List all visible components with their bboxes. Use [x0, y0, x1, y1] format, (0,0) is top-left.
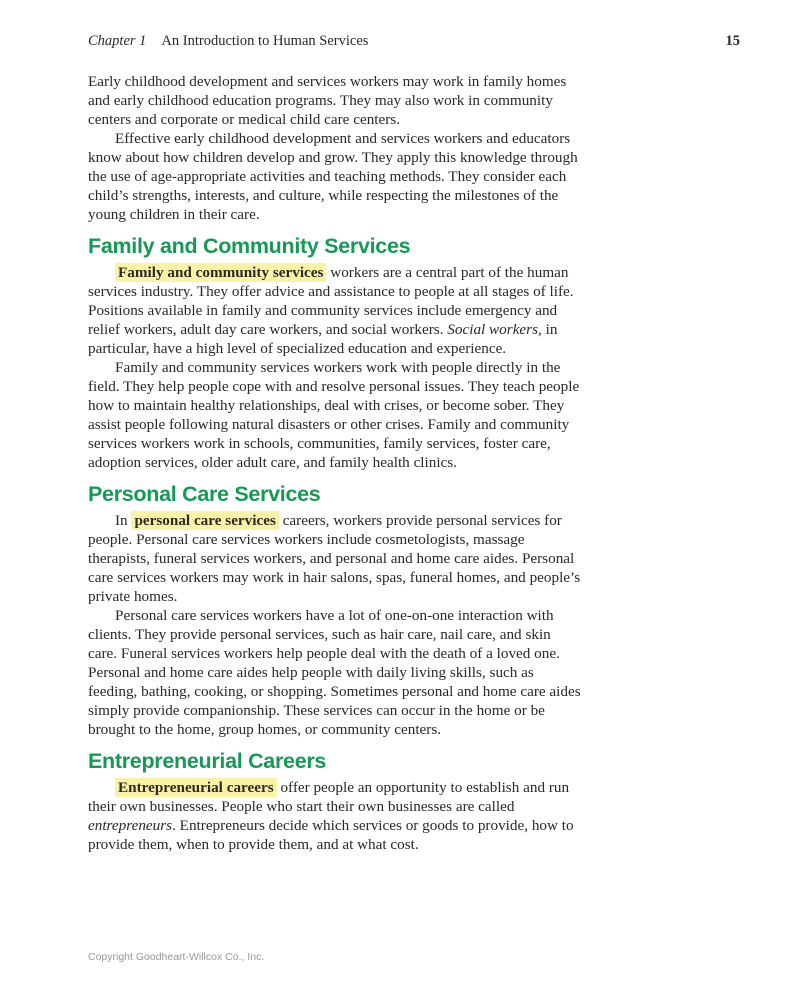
body-text-column [88, 72, 582, 854]
paragraph [88, 129, 582, 224]
highlighted-key-term: personal care services [131, 511, 278, 530]
paragraph [88, 358, 582, 472]
paragraph [88, 263, 582, 358]
highlighted-key-term: Family and community services [115, 263, 326, 282]
text-run: workers are a central part of the human services industry. They offer advice and assistance to people at all stages of life. Positions available in family and community services include emergency and relief workers, adult day care workers, and social workers. [88, 264, 574, 338]
chapter-title: An Introduction to Human Services [161, 33, 369, 49]
highlighted-key-term: Entrepreneurial careers [115, 778, 277, 797]
section-heading: Entrepreneurial Careers [88, 749, 327, 773]
page-footer [88, 951, 264, 963]
section-heading: Family and Community Services [88, 234, 411, 258]
paragraph [88, 778, 582, 854]
text-run: offer people an opportunity to establish and run their own businesses. People who start their own businesses are called [88, 779, 570, 815]
italic-term: entrepreneurs [88, 817, 173, 834]
paragraph [88, 72, 582, 129]
text-run: Family and community services workers work with people directly in the field. They help people cope with and resolve personal issues. They teach people how to maintain healthy relationships, deal with crises, or become sober. They assist people following natural disasters or other crises. Family and community services workers work in schools, communities, family services, foster care, adoption services, older adult care, and family health clinics. [88, 359, 580, 471]
text-run: , in particular, have a high level of specialized education and experience. [88, 321, 558, 357]
page-number: 15 [725, 33, 740, 49]
copyright-notice: Copyright Goodheart-Willcox Co., Inc. [88, 951, 265, 963]
text-run: Effective early childhood development and services workers and educators know about how children develop and grow. They apply this knowledge through the use of age-appropriate activities and teaching methods. They consider each child’s strengths, interests, and culture, while respecting the milestones of the young children in their care. [88, 130, 578, 223]
text-run: Early childhood development and services workers may work in family homes and early childhood education programs. They may also work in community centers and corporate or medical child care centers. [88, 73, 567, 128]
paragraph [88, 511, 582, 606]
text-run: . Entrepreneurs decide which services or goods to provide, how to provide them, when to provide them, and at what cost. [88, 817, 574, 853]
chapter-label: Chapter 1 [88, 33, 147, 49]
paragraph [88, 606, 582, 739]
running-head [88, 33, 740, 50]
italic-term: Social workers [447, 321, 538, 338]
running-head-left [88, 33, 368, 50]
text-run: careers, workers provide personal services for people. Personal care services workers include cosmetologists, massage therapists, funeral services workers, and personal and home care aides. Personal care services workers may work in hair salons, spas, funeral homes, and people’s private homes. [88, 512, 581, 605]
text-run: In [115, 512, 132, 529]
section-heading: Personal Care Services [88, 482, 321, 506]
text-run: Personal care services workers have a lot of one-on-one interaction with clients. They provide personal services, such as hair care, nail care, and skin care. Funeral services workers help people deal with the death of a loved one. Personal and home care aides help people with daily living skills, such as feeding, bathing, cooking, or shopping. Sometimes personal and home care aides simply provide companionship. These services can occur in the home or be brought to the home, group homes, or community centers. [88, 607, 581, 738]
